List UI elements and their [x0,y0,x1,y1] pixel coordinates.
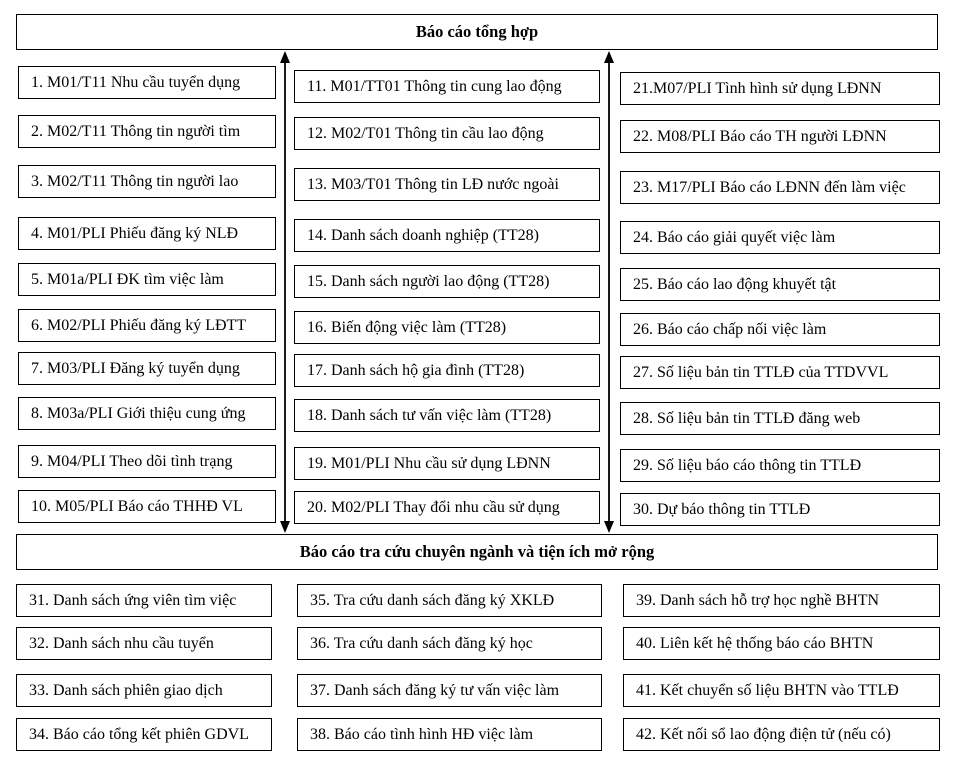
report-box: 14. Danh sách doanh nghiệp (TT28) [294,219,600,252]
utility-box: 42. Kết nối sổ lao động điện tử (nếu có) [623,718,940,751]
report-box: 7. M03/PLI Đăng ký tuyển dụng [18,352,276,385]
report-box: 6. M02/PLI Phiếu đăng ký LĐTT [18,309,276,342]
report-box: 29. Số liệu báo cáo thông tin TTLĐ [620,449,940,482]
report-box: 25. Báo cáo lao động khuyết tật [620,268,940,301]
report-box: 27. Số liệu bản tin TTLĐ của TTDVVL [620,356,940,389]
utility-box: 36. Tra cứu danh sách đăng ký học [297,627,602,660]
utility-box: 41. Kết chuyển số liệu BHTN vào TTLĐ [623,674,940,707]
utility-box: 38. Báo cáo tình hình HĐ việc làm [297,718,602,751]
report-box: 26. Báo cáo chấp nối việc làm [620,313,940,346]
report-box: 19. M01/PLI Nhu cầu sử dụng LĐNN [294,447,600,480]
report-box: 9. M04/PLI Theo dõi tình trạng [18,445,276,478]
report-box: 8. M03a/PLI Giới thiệu cung ứng [18,397,276,430]
report-box: 13. M03/T01 Thông tin LĐ nước ngoài [294,168,600,201]
report-box: 3. M02/T11 Thông tin người lao [18,165,276,198]
report-box: 30. Dự báo thông tin TTLĐ [620,493,940,526]
utility-box: 34. Báo cáo tổng kết phiên GDVL [16,718,272,751]
report-box: 24. Báo cáo giải quyết việc làm [620,221,940,254]
utility-box: 39. Danh sách hỗ trợ học nghề BHTN [623,584,940,617]
utility-box: 31. Danh sách ứng viên tìm việc [16,584,272,617]
report-box: 5. M01a/PLI ĐK tìm việc làm [18,263,276,296]
report-box: 20. M02/PLI Thay đổi nhu cầu sử dụng [294,491,600,524]
report-box: 16. Biến động việc làm (TT28) [294,311,600,344]
report-box: 21.M07/PLI Tình hình sử dụng LĐNN [620,72,940,105]
report-box: 12. M02/T01 Thông tin cầu lao động [294,117,600,150]
utility-box: 33. Danh sách phiên giao dịch [16,674,272,707]
utility-box: 37. Danh sách đăng ký tư vấn việc làm [297,674,602,707]
report-box: 22. M08/PLI Báo cáo TH người LĐNN [620,120,940,153]
report-box: 18. Danh sách tư vấn việc làm (TT28) [294,399,600,432]
utility-box: 32. Danh sách nhu cầu tuyển [16,627,272,660]
header-tra-cuu: Báo cáo tra cứu chuyên ngành và tiện ích mở rộng [16,534,938,570]
report-box: 4. M01/PLI Phiếu đăng ký NLĐ [18,217,276,250]
double-arrow-right [604,51,614,533]
report-box: 11. M01/TT01 Thông tin cung lao động [294,70,600,103]
report-box: 10. M05/PLI Báo cáo THHĐ VL [18,490,276,523]
report-box: 17. Danh sách hộ gia đình (TT28) [294,354,600,387]
double-arrow-left [280,51,290,533]
header-tong-hop: Báo cáo tổng hợp [16,14,938,50]
utility-box: 35. Tra cứu danh sách đăng ký XKLĐ [297,584,602,617]
report-box: 15. Danh sách người lao động (TT28) [294,265,600,298]
report-box: 28. Số liệu bản tin TTLĐ đăng web [620,402,940,435]
report-box: 23. M17/PLI Báo cáo LĐNN đến làm việc [620,171,940,204]
utility-box: 40. Liên kết hệ thống báo cáo BHTN [623,627,940,660]
report-box: 1. M01/T11 Nhu cầu tuyển dụng [18,66,276,99]
report-box: 2. M02/T11 Thông tin người tìm [18,115,276,148]
